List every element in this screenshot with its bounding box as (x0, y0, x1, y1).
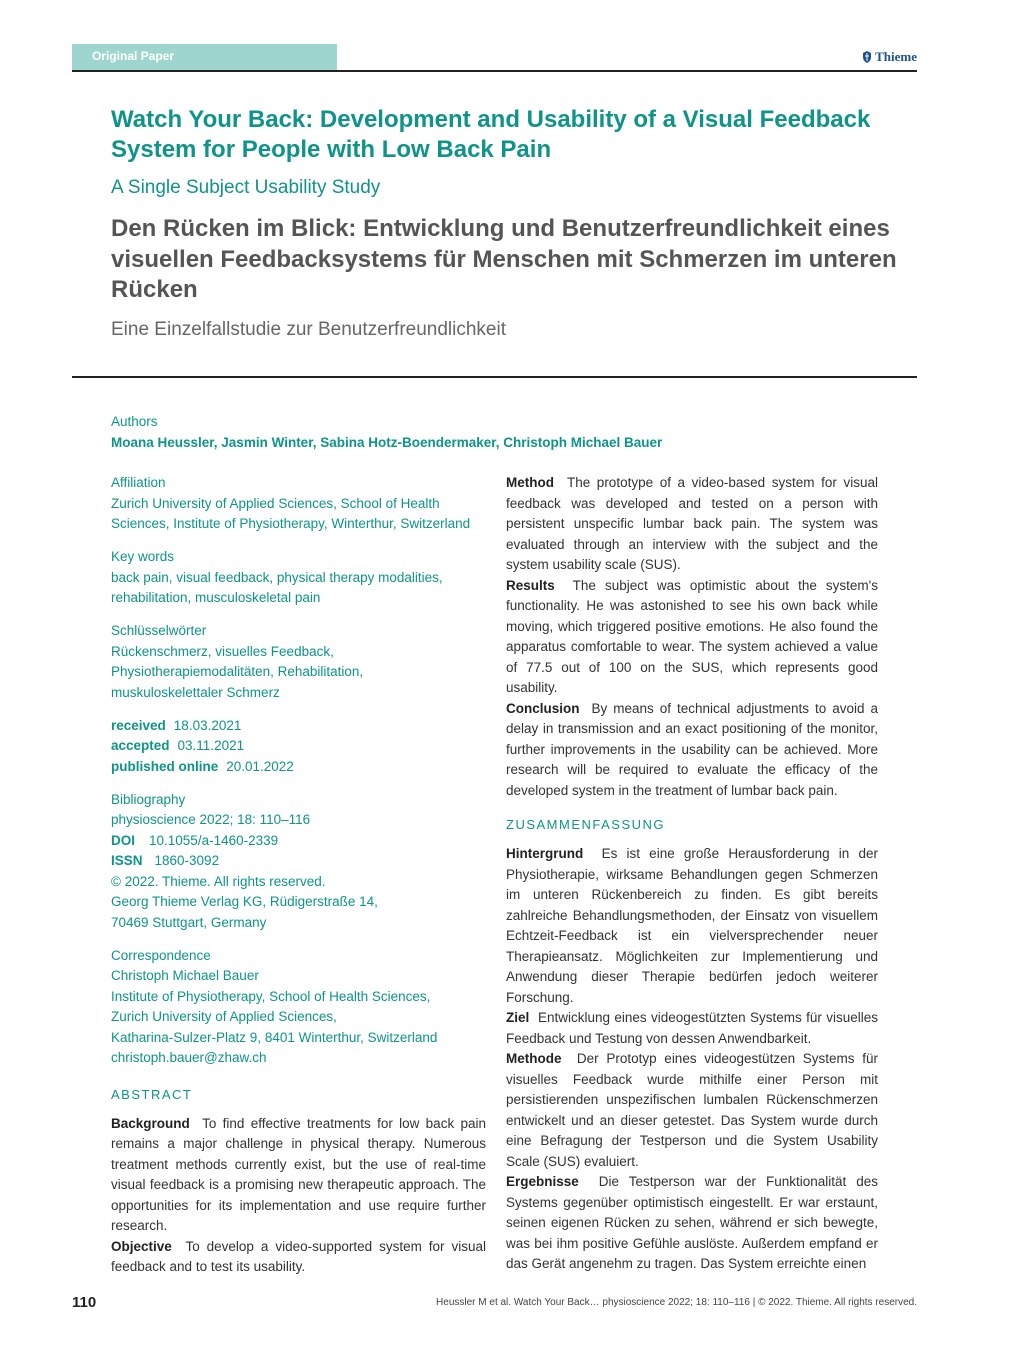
correspondence-block (111, 946, 486, 1069)
journal-citation: physioscience 2022; 18: 110–116 (111, 812, 311, 827)
header-divider (72, 70, 917, 72)
schluesselwoerter-block (111, 621, 486, 703)
schluesselwoerter-text: Rückenschmerz, visuelles Feedback, Physiotherapiemodalitäten, Rehabilitation, muskuloskelettaler Schmerz (111, 643, 364, 700)
article-type-tag: Original Paper (72, 44, 337, 71)
correspondence-label: Correspondence (111, 947, 211, 963)
footer-citation: Heussler M et al. Watch Your Back… physioscience 2022; 18: 110–116 | © 2022. Thieme. All rights reserved. (436, 1297, 917, 1308)
affiliation-block (111, 473, 486, 535)
publisher-address-1: Georg Thieme Verlag KG, Rüdigerstraße 14, (111, 894, 378, 909)
hintergrund-text: Es ist eine große Herausforderung in der Physiotherapie, wirksame Behandlungen gegen Schmerzen im unteren Rückenbereich zu finden. Es gibt bereits zahlreiche Behandlungsmethoden, der Einsatz von visuellem Echtzeit-Feedback ist ein vielversprechender neuer Therapieansatz. Möglichkeiten zur Implementierung und Anwendung dieser Therapie bedürfen jedoch weiterer Forschung. (506, 846, 878, 1005)
accepted-date (111, 736, 486, 757)
authors-label: Authors (111, 414, 158, 429)
correspondence-address-1: Institute of Physiotherapy, School of Health Sciences, (111, 988, 431, 1004)
published-value: 20.01.2022 (226, 758, 294, 774)
keywords-text: back pain, visual feedback, physical therapy modalities, rehabilitation, musculoskeletal pain (111, 569, 443, 605)
bibliography-block (111, 790, 486, 934)
schluesselwoerter-label: Schlüsselwörter (111, 623, 207, 638)
doi-link[interactable]: 10.1055/a-1460-2339 (149, 832, 279, 848)
correspondence-name: Christoph Michael Bauer (111, 968, 259, 983)
keywords-label: Key words (111, 549, 175, 564)
affiliation-label: Affiliation (111, 475, 166, 490)
issn-line (111, 851, 486, 872)
abstract-background (111, 1114, 486, 1237)
english-subtitle: A Single Subject Usability Study (111, 177, 381, 198)
methode-label: Methode (506, 1051, 562, 1066)
background-label: Background (111, 1115, 190, 1131)
received-date (111, 716, 486, 737)
correspondence-address-2: Zurich University of Applied Sciences, (111, 1009, 337, 1024)
objective-label: Objective (111, 1238, 172, 1254)
dates-block (111, 716, 486, 778)
abstract-results (506, 576, 878, 699)
method-label: Method (506, 475, 554, 490)
doi-line (111, 831, 486, 852)
ergebnisse-text: Die Testperson war der Funktionalität des Systems gegenüber optimistisch eingestellt. Er war erstaunt, seinen eigenen Rücken zu sehen, während er sich bewegte, was bei ihm positive Gefühle auslöste. Außerdem empfand er das Gerät angenehm zu tragen. Das System erreichte einen (506, 1174, 878, 1271)
accepted-value: 03.11.2021 (177, 738, 245, 753)
ergebnisse-label: Ergebnisse (506, 1174, 579, 1189)
zusammenfassung-hintergrund (506, 844, 878, 1008)
english-title: Watch Your Back: Development and Usability of a Visual Feedback System for People with Low Back Pain (111, 106, 871, 163)
abstract-heading: ABSTRACT (111, 1086, 193, 1102)
copyright-line: © 2022. Thieme. All rights reserved. (111, 873, 326, 889)
abstract-objective (111, 1237, 486, 1278)
issn-value: 1860-3092 (154, 853, 220, 868)
published-label: published online (111, 758, 219, 774)
ziel-label: Ziel (506, 1010, 530, 1025)
zusammenfassung-heading: ZUSAMMENFASSUNG (506, 817, 666, 832)
zusammenfassung-methode (506, 1049, 878, 1172)
keywords-block (111, 547, 486, 609)
correspondence-address-3: Katharina-Sulzer-Platz 9, 8401 Winterthur, Switzerland (111, 1029, 438, 1045)
doi-label: DOI (111, 832, 136, 848)
german-subtitle: Eine Einzelfallstudie zur Benutzerfreundlichkeit (111, 319, 506, 340)
german-title: Den Rücken im Blick: Entwicklung und Benutzerfreundlichkeit eines visuellen Feedbacksystems für Menschen mit Schmerzen im unteren Rücken (111, 215, 897, 303)
metadata-column (111, 473, 486, 1278)
authors-block (111, 412, 911, 453)
zusammenfassung-ziel (506, 1008, 878, 1049)
issn-label: ISSN (111, 853, 143, 868)
published-date (111, 757, 486, 778)
ziel-text: Entwicklung eines videogestützten Systems für visuelles Feedback und Testung von dessen Anwendbarkeit. (506, 1010, 878, 1046)
results-text: The subject was optimistic about the system's functionality. He was astonished to see his own back while moving, which triggered positive emotions. He also found the apparatus comfortable to wear. The system achieved a value of 77.5 out of 100 on the SUS, which represents good usability. (506, 577, 878, 695)
abstract-method (506, 473, 878, 576)
abstract-column (506, 473, 878, 1275)
conclusion-label: Conclusion (506, 700, 580, 716)
affiliation-text: Zurich University of Applied Sciences, School of Health Sciences, Institute of Physiotherapy, Winterthur, Switzerland (111, 495, 471, 531)
publisher-address-2: 70469 Stuttgart, Germany (111, 914, 267, 930)
publisher-name: Thieme (875, 49, 917, 64)
title-divider (72, 376, 917, 378)
hintergrund-label: Hintergrund (506, 846, 584, 861)
thieme-emblem-icon (862, 51, 872, 63)
correspondence-email[interactable]: christoph.bauer@zhaw.ch (111, 1050, 267, 1065)
author-names: Moana Heussler, Jasmin Winter, Sabina Hotz-Boendermaker, Christoph Michael Bauer (111, 434, 663, 450)
results-label: Results (506, 577, 555, 593)
accepted-label: accepted (111, 738, 170, 753)
abstract-conclusion (506, 699, 878, 802)
received-value: 18.03.2021 (173, 717, 242, 733)
zusammenfassung-ergebnisse (506, 1172, 878, 1275)
bibliography-label: Bibliography (111, 791, 186, 807)
method-text: The prototype of a video-based system for visual feedback was developed and tested on a person with persistent unspecific lumbar back pain. The system was evaluated through an interview with the subject and the system usability scale (SUS). (506, 475, 878, 572)
objective-text: To develop a video-supported system for visual feedback and to test its usability. (111, 1238, 486, 1274)
methode-text: Der Prototyp eines videogestützen Systems für visuelles Feedback wurde mithilfe einer Person mit persistierenden unspezifischen lumbalen Rückenschmerzen entwickelt und an dieser getestet. Das System wurde durch eine Befragung der Testperson und die System Usability Scale (SUS) evaluiert. (506, 1051, 878, 1169)
conclusion-text: By means of technical adjustments to avoid a delay in transmission and an exact positioning of the monitor, further improvements in the usability can be achieved. More research will be required to evaluate the efficacy of the developed system in the treatment of lumbar back pain. (506, 700, 878, 798)
background-text: To find effective treatments for low back pain remains a major challenge in physical therapy. Numerous treatment methods currently exist, but the use of real-time visual feedback is a promising new therapeutic approach. The opportunities for its implementation and use require further research. (111, 1115, 487, 1233)
page-number: 110 (72, 1294, 97, 1311)
received-label: received (111, 717, 166, 733)
publisher-logo (862, 49, 917, 65)
